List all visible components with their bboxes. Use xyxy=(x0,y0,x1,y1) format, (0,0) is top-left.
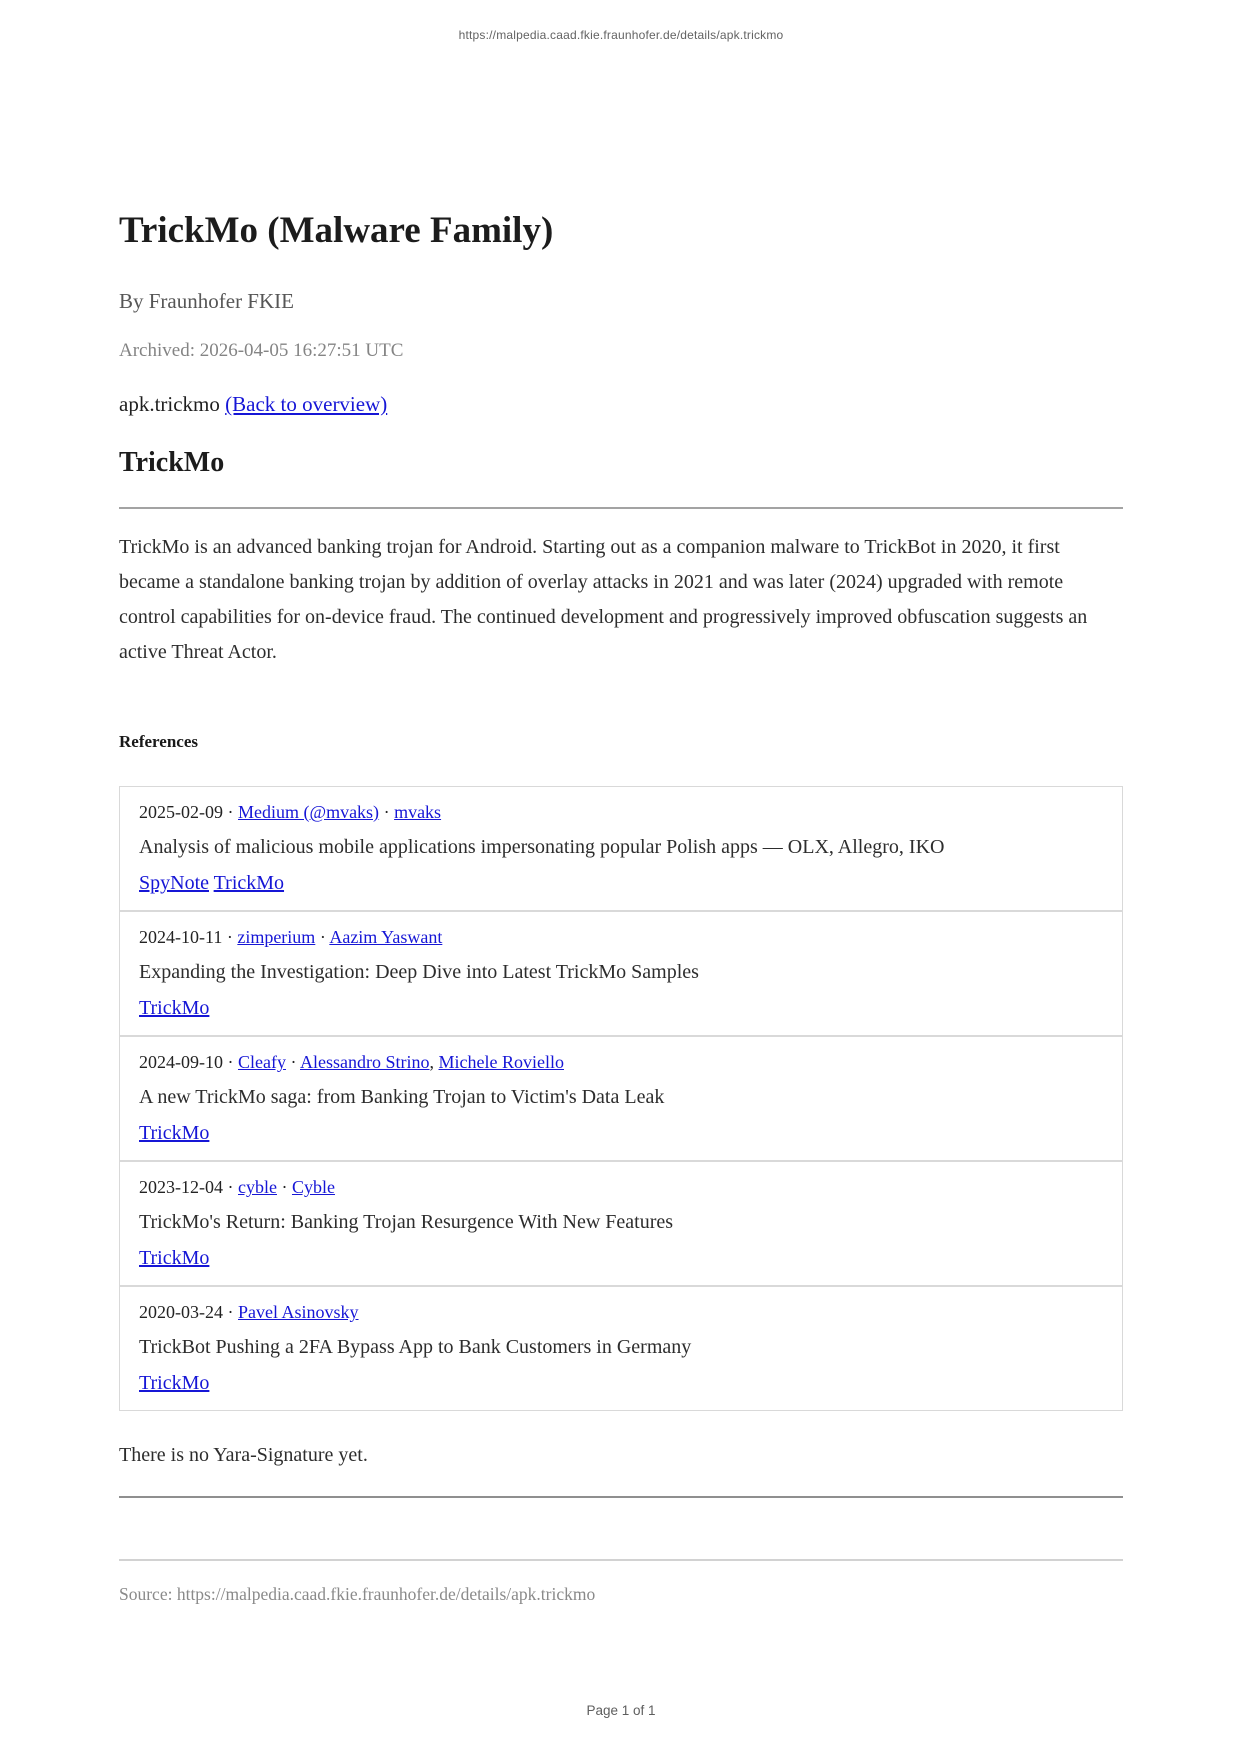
reference-meta xyxy=(139,1050,1103,1074)
malware-family-link[interactable]: TrickMo xyxy=(139,997,210,1019)
references-list xyxy=(119,786,1123,1411)
source-line: Source: https://malpedia.caad.fkie.fraunhofer.de/details/apk.trickmo xyxy=(119,1584,596,1604)
malware-family-link[interactable]: TrickMo xyxy=(139,1247,210,1269)
reference-source-link[interactable]: Cleafy xyxy=(238,1052,286,1072)
reference-source-link[interactable]: Medium (@mvaks) xyxy=(238,802,380,822)
reference-meta-text: · xyxy=(276,1177,292,1197)
reference-source-link[interactable]: zimperium xyxy=(237,927,316,947)
malware-family-link[interactable]: TrickMo xyxy=(213,872,285,894)
family-id-line xyxy=(119,392,1123,417)
reference-meta xyxy=(139,1300,1103,1324)
reference-source-link[interactable]: Pavel Asinovsky xyxy=(238,1302,359,1322)
malware-family-link[interactable]: SpyNote xyxy=(139,872,209,894)
reference-title: TrickBot Pushing a 2FA Bypass App to Bank Customers in Germany xyxy=(139,1336,692,1358)
reference-tags xyxy=(139,870,1103,897)
family-description: TrickMo is an advanced banking trojan for Android. Starting out as a companion malware to TrickBot in 2020, it first became a standalone banking trojan by addition of overlay attacks in 2021 and was later (2024) upgraded with remote control capabilities for on-device fraud. The continued development and progressively improved obfuscation suggests an active Threat Actor. xyxy=(119,536,1088,663)
reference-meta-text: 2024-09-10 xyxy=(139,1052,223,1072)
reference-source-link[interactable]: Aazim Yaswant xyxy=(329,927,443,947)
archived-timestamp: Archived: 2026-04-05 16:27:51 UTC xyxy=(119,340,404,361)
section-divider xyxy=(119,507,1123,509)
reference-item xyxy=(119,911,1123,1036)
family-id: apk.trickmo xyxy=(119,392,220,416)
malware-family-link[interactable]: TrickMo xyxy=(139,1372,210,1394)
reference-meta-text: 2025-02-09 xyxy=(139,802,223,822)
reference-meta xyxy=(139,1175,1103,1199)
print-footer-page: Page 1 of 1 xyxy=(586,1703,656,1718)
reference-tags xyxy=(139,1245,1103,1272)
reference-title: Analysis of malicious mobile applications impersonating popular Polish apps — OLX, Allegro, IKO xyxy=(139,836,945,858)
malware-family-link[interactable]: TrickMo xyxy=(139,1122,210,1144)
reference-meta-text: · xyxy=(223,802,238,822)
reference-meta-text: · xyxy=(315,927,330,947)
reference-title: A new TrickMo saga: from Banking Trojan to Victim's Data Leak xyxy=(139,1086,665,1108)
reference-source-link[interactable]: mvaks xyxy=(394,802,442,822)
reference-meta-text: · xyxy=(285,1052,300,1072)
reference-meta-text: · xyxy=(223,1177,238,1197)
reference-meta-text: , xyxy=(429,1052,439,1072)
reference-meta-text: · xyxy=(223,1302,238,1322)
reference-source-link[interactable]: cyble xyxy=(238,1177,277,1197)
reference-tags xyxy=(139,995,1103,1022)
reference-meta-text: 2024-10-11 xyxy=(139,927,223,947)
yara-note: There is no Yara-Signature yet. xyxy=(119,1444,368,1466)
reference-meta xyxy=(139,800,1103,824)
reference-tags xyxy=(139,1120,1103,1147)
reference-meta-text: 2023-12-04 xyxy=(139,1177,223,1197)
reference-meta-text: · xyxy=(223,1052,238,1072)
reference-meta-text: · xyxy=(222,927,238,947)
back-to-overview-link[interactable]: (Back to overview) xyxy=(225,392,388,416)
print-header-url: https://malpedia.caad.fkie.fraunhofer.de/details/apk.trickmo xyxy=(458,28,784,42)
reference-item xyxy=(119,1161,1123,1286)
reference-source-link[interactable]: Michele Roviello xyxy=(438,1052,564,1072)
reference-meta xyxy=(139,925,1103,949)
reference-title: TrickMo's Return: Banking Trojan Resurgence With New Features xyxy=(139,1211,674,1233)
byline: By Fraunhofer FKIE xyxy=(119,289,294,313)
references-heading: References xyxy=(119,732,198,751)
footer-divider xyxy=(119,1559,1123,1561)
reference-tags xyxy=(139,1370,1103,1397)
reference-source-link[interactable]: Cyble xyxy=(291,1177,335,1197)
page-content xyxy=(119,0,1123,1605)
reference-item xyxy=(119,786,1123,911)
reference-item xyxy=(119,1286,1123,1411)
reference-item xyxy=(119,1036,1123,1161)
bottom-divider xyxy=(119,1496,1123,1498)
page-title: TrickMo (Malware Family) xyxy=(119,210,554,251)
reference-meta-text: · xyxy=(379,802,395,822)
reference-source-link[interactable]: Alessandro Strino xyxy=(300,1052,430,1072)
family-heading: TrickMo xyxy=(119,447,225,478)
reference-meta-text: 2020-03-24 xyxy=(139,1302,223,1322)
reference-title: Expanding the Investigation: Deep Dive into Latest TrickMo Samples xyxy=(139,961,699,983)
